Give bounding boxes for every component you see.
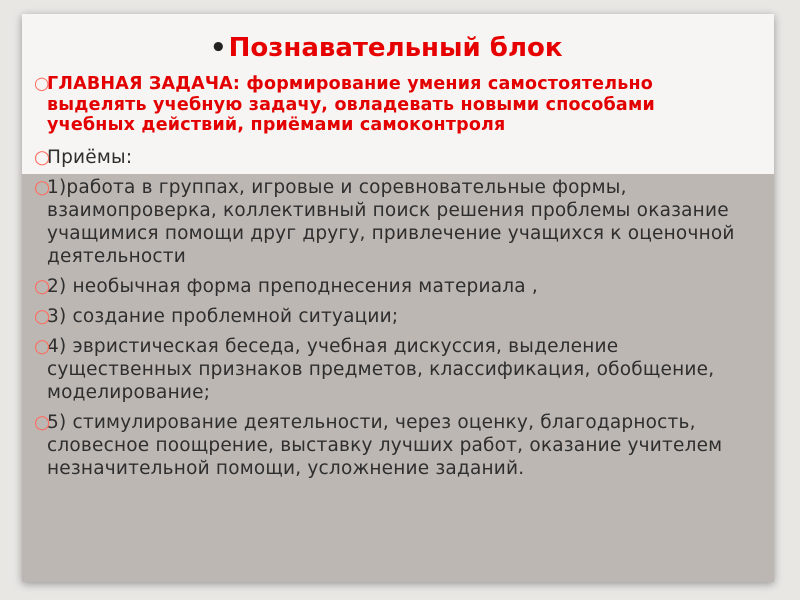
list-item-text: 2) необычная форма преподнесения материала , xyxy=(47,275,538,297)
slide-content xyxy=(34,74,764,487)
list-item-text: 4) эвристическая беседа, учебная дискуссия, выделение существенных признаков предметов, классификация, обобщение, моделирование; xyxy=(47,335,715,403)
title-bullet: • xyxy=(210,33,227,63)
title-text: Познавательный блок xyxy=(228,33,563,63)
presentation-slide xyxy=(22,14,774,582)
list-item-4 xyxy=(34,335,764,404)
bullet-icon: ○ xyxy=(34,176,51,198)
main-task-text: ГЛАВНАЯ ЗАДАЧА: формирование умения самостоятельно выделять учебную задачу, овладевать новыми способами учебных действий, приёмами самоконтроля xyxy=(47,74,655,135)
list-item-text: 1)работа в группах, игровые и соревновательные формы, взаимопроверка, коллективный поиск решения проблемы оказание учащимися помощи друг другу, привлечение учащихся к оценочной деятельности xyxy=(47,176,735,267)
list-item-text: 5) стимулирование деятельности, через оценку, благодарность, словесное поощрение, выставку лучших работ, оказание учителем незначительной помощи, усложнение заданий. xyxy=(47,411,723,479)
bullet-icon: ○ xyxy=(34,146,51,168)
bullet-icon: ○ xyxy=(34,275,51,297)
main-task-item xyxy=(34,74,764,136)
list-item-techniques-heading xyxy=(34,146,764,169)
list-item-text: 3) создание проблемной ситуации; xyxy=(47,305,399,327)
list-item-3 xyxy=(34,305,764,328)
bullet-icon: ○ xyxy=(34,74,50,94)
list-item-5 xyxy=(34,411,764,480)
list-item-1 xyxy=(34,176,764,268)
bullet-icon: ○ xyxy=(34,411,51,433)
list-item-2 xyxy=(34,275,764,298)
list-item-text: Приёмы: xyxy=(47,146,133,168)
bullet-icon: ○ xyxy=(34,335,51,357)
slide-title xyxy=(210,33,563,63)
bullet-icon: ○ xyxy=(34,305,51,327)
